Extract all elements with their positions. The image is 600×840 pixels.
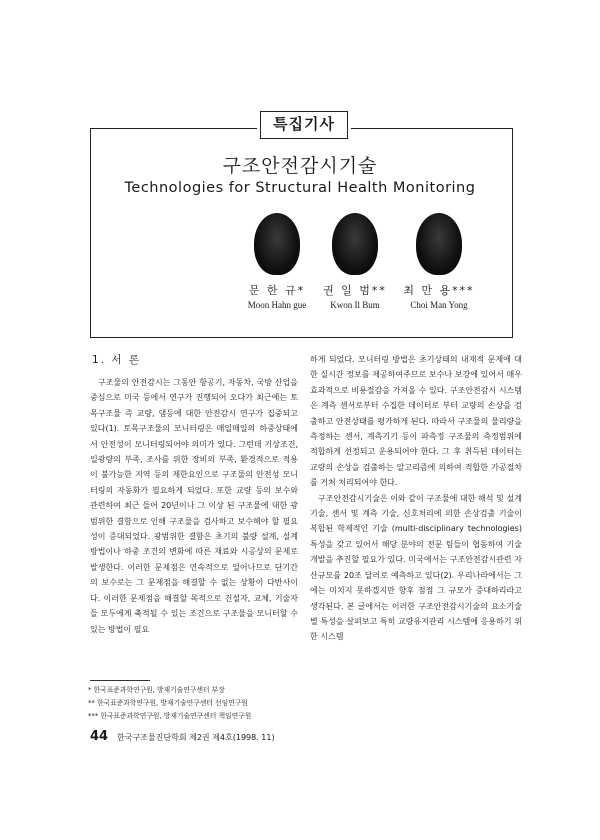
feature-tag: 특집기사 — [260, 111, 348, 139]
author-name-korean: 문 한 규* — [248, 284, 306, 297]
page-number: 44 — [90, 729, 109, 744]
footnote-rule — [90, 680, 150, 681]
author-2 — [310, 213, 400, 310]
body-paragraph: 구조물의 안전감시는 그동안 항공기, 자동차, 국방 산업을 중심으로 미국 등에서 연구가 진행되어 오다가 최근에는 토목구조물 즉 교량, 댐등에 대한 안전감시 연구가 집중되고 있다(1). 토목구조물의 모니터링은 매일매일의 하중상태에서 안전성이 모니터링되어야 의미가 있다. 그런데 기상조건, 일광량의 부족, 조사를 위한 장비의 부족, 환경적으로 적용이 불가능한 지역 등의 제한요인으로 구조물의 안전성 모니터링의 자동화가 필요하게 되었다. 또한 교량 등의 보수와 관련하여 최근 들어 20년이나 그 이상 된 구조물에 대한 광범위한 결함으로 인해 구조물을 검사하고 보수해야 할 필요성이 증대되었다. 광범위한 결함은 초기의 불량 설계, 설계 방법이나 하중 조건의 변화에 따른 재료와 시공상의 문제로 발생한다. 이러한 문제점은 연속적으로 일어나므로 단기간의 보수로는 그 문제점을 해결할 수 없는 상황이 다반사이다. 이러한 문제점을 해결할 목적으로 건설자, 교체, 기술자들 모두에게 축적될 수 있는 조건으로 구조물을 모니터할 수 있는 방법이 필요 — [90, 378, 298, 634]
footnote: *** 한국표준과학연구원, 방재기술연구센터 책임연구원 — [88, 712, 252, 720]
body-column-right — [310, 352, 522, 645]
author-3 — [394, 213, 484, 310]
body-paragraph: 구조안전감시기술은 이와 같이 구조물에 대한 해석 및 설계 기술, 센서 및 계측 기술, 신호처리에 의한 손상검출 기술이 복합된 학제적인 기술 (multi-disciplinary technologies) 특성을 갖고 있어서 해당 분야의 전문 팀들이 협동하여 기술개발을 추진할 필요가 있다. 미국에서는 구조안전감시관련 자산규모를 20조 달러로 예측하고 있다(2). 우리나라에서는 그에는 미치지 못하겠지만 향후 점점 그 규모가 증대하리라고 생각된다. 본 글에서는 이러한 구조안전감시기술의 요소기술별 특성을 살펴보고 특히 교량유지관리 시스템에 응용하기 위한 시스템 — [310, 493, 522, 642]
author-1 — [232, 213, 322, 310]
author-name-english: Kwon Il Bum — [330, 300, 380, 310]
footnotes — [88, 684, 251, 723]
title-english: Technologies for Structural Health Monitoring — [124, 180, 476, 196]
footnote: ** 한국표준과학연구원, 방재기술연구센터 선임연구원 — [88, 699, 248, 707]
journal-citation: 한국구조물진단학회 제2권 제4호(1998. 11) — [117, 733, 275, 742]
feature-tag-wrap — [257, 108, 351, 142]
title-korean: 구조안전감시기술 — [222, 155, 378, 177]
author-photo — [416, 213, 462, 275]
author-name-english: Moon Hahn gue — [247, 300, 307, 310]
footnote: * 한국표준과학연구원, 방재기술연구센터 부장 — [88, 686, 225, 694]
author-photo — [254, 213, 300, 275]
author-photo — [332, 213, 378, 275]
author-name-korean: 권 일 범** — [323, 284, 387, 297]
body-paragraph: 하게 되었다. 모니터링 방법은 초기상태의 내재적 문제에 대한 실시간 정보를 제공하여주므로 보수나 보강에 있어서 매우 효과적으로 비용절감을 가져올 수 있다. 구조안전감시 시스템은 계측 센서로부터 수집한 데이터로 부터 교량의 손상을 검출하고 안전상태를 평가하게 된다. 따라서 구조물의 물리량을 측정하는 센서, 계측기기 등이 파측정 구조물의 측정범위에 적합하게 선정되고 운용되어야 한다. 그 후 취득된 데이터는 교량의 손상을 검출하는 알고리즘에 의하여 적합한 가공절차를 거쳐 처리되어야 한다. — [310, 355, 522, 488]
author-name-english: Choi Man Yong — [410, 300, 468, 310]
body-column-left — [90, 375, 298, 637]
author-name-korean: 최 만 용*** — [403, 284, 475, 297]
section-heading: 1. 서 론 — [92, 354, 141, 366]
